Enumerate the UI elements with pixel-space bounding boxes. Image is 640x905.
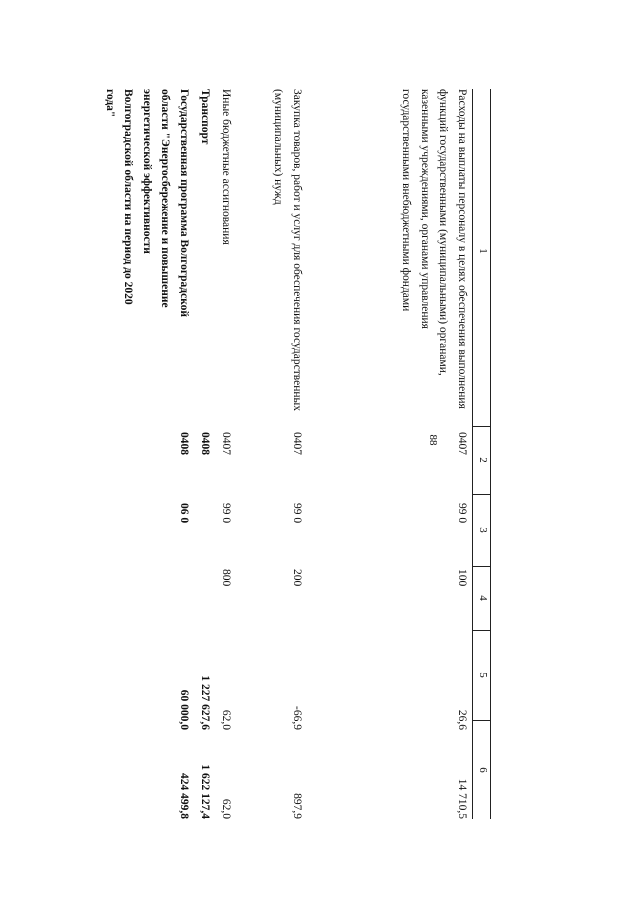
row-change: -66,9 [291,706,303,730]
row-name: Расходы на выплаты персоналу в целях обеспечения выполнения функций государственными (муниципальными) органами, казенными учреждениями, органами управления государственными внебюджетными фондами [400,89,468,409]
header-top-rule [490,89,491,819]
column-number: 1 [477,248,489,254]
header-divider [473,630,491,631]
row-section: 0408 [199,432,211,455]
row-change: 62,0 [220,709,232,730]
row-type: 800 [220,569,232,587]
row-name: Государственная программа Волгоградской области "Энергосбережение и повышение энергетической эффективности Волгоградской области на период до 2020 года" [104,89,190,318]
row-target: 06 0 [178,503,190,524]
row-target: 99 0 [220,503,232,524]
header-divider [473,426,491,427]
header-divider [473,720,491,721]
row-total: 897,9 [291,793,303,819]
header-bottom-rule [472,89,473,819]
row-name: Закупка товаров, работ и услуг для обеспечения государственных (муниципальных) нужд [272,89,303,412]
row-target: 99 0 [456,503,468,524]
row-total: 62,0 [220,798,232,819]
row-name: Иные бюджетные ассигнования [220,89,232,245]
column-number: 3 [477,527,489,533]
row-target: 99 0 [291,503,303,524]
column-number: 2 [477,457,489,463]
row-total: 1 622 127,4 [199,764,211,819]
row-total: 14 710,5 [456,778,468,819]
row-section: 0408 [178,432,190,455]
row-type: 100 [456,569,468,587]
row-total: 424 499,8 [178,773,190,819]
column-number: 5 [477,672,489,678]
row-change: 60 000,0 [178,689,190,730]
row-name: Транспорт [199,89,211,145]
budget-table [86,89,491,819]
row-type: 200 [291,569,303,587]
row-section: 0407 [220,432,232,455]
row-change: 1 227 627,6 [199,675,211,730]
row-section: 0407 [456,432,468,455]
header-divider [473,566,491,567]
column-number: 4 [477,595,489,601]
page-number: 88 [427,434,439,446]
column-number: 6 [477,767,489,773]
header-divider [473,494,491,495]
row-section: 0407 [291,432,303,455]
row-change: 26,6 [456,709,468,730]
